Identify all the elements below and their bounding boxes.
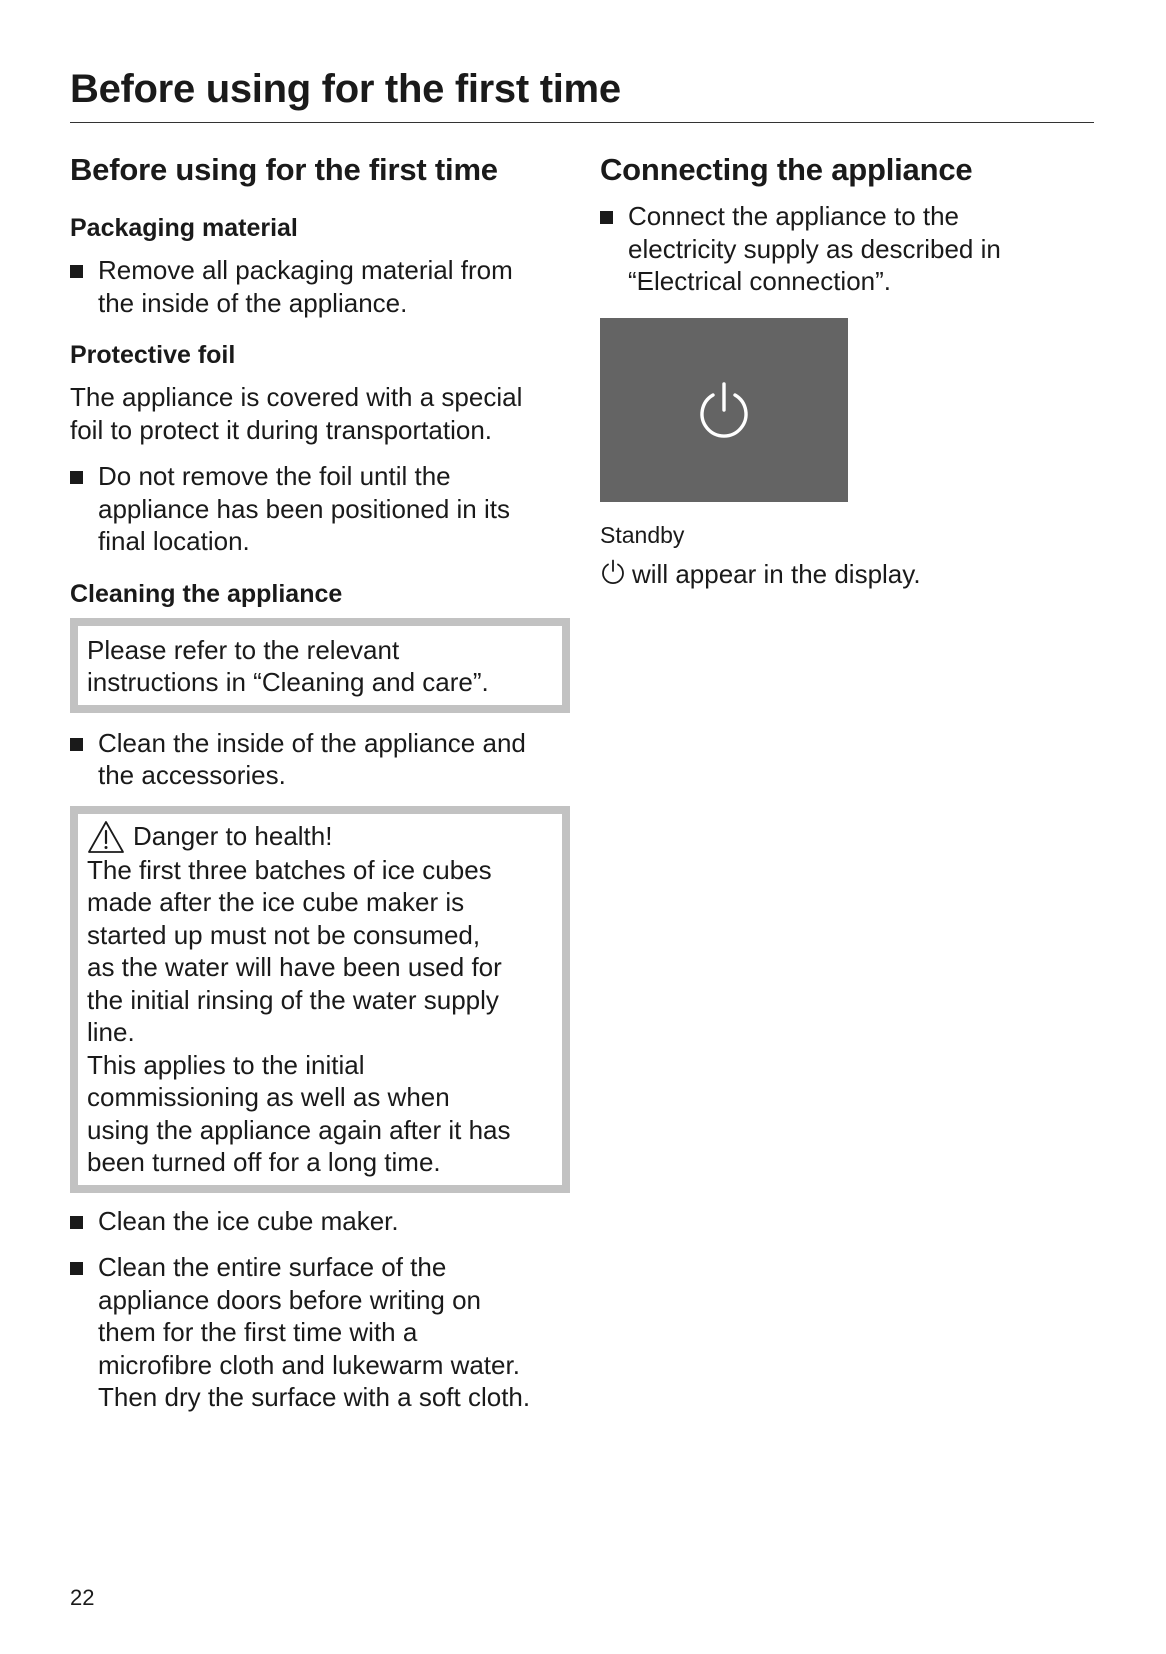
section-heading-connecting: Connecting the appliance (600, 152, 973, 187)
bullet-square-icon (70, 1262, 83, 1275)
display-note: will appear in the display. (600, 558, 1070, 591)
right-column (600, 150, 1070, 590)
power-icon (696, 382, 752, 440)
subheading-protective-foil: Protective foil (70, 341, 236, 369)
bullet-clean-doors: Clean the entire surface of the appliance doors before writing on them for the first time with a microfibre cloth and lukewarm water. Then dry the surface with a soft cloth. (70, 1251, 570, 1414)
bullet-square-icon (70, 471, 83, 484)
standby-display-illustration (600, 318, 848, 502)
foil-paragraph: The appliance is covered with a special foil to protect it during transportation. (70, 382, 523, 445)
bullet-connect-supply: Connect the appliance to the electricity supply as described in “Electrical connection”. (600, 200, 1070, 298)
title-divider (70, 122, 1094, 123)
subheading-packaging: Packaging material (70, 214, 298, 242)
display-caption: Standby (600, 521, 685, 548)
subheading-cleaning: Cleaning the appliance (70, 579, 343, 608)
bullet-remove-packaging: Remove all packaging material from the inside of the appliance. (70, 254, 570, 319)
bullet-clean-inside: Clean the inside of the appliance and the accessories. (70, 727, 570, 792)
section-heading-first-time: Before using for the first time (70, 152, 498, 187)
power-icon (600, 559, 626, 585)
page-title: Before using for the first time (70, 67, 621, 111)
warning-title-line (87, 820, 553, 854)
left-column (70, 150, 570, 1414)
warning-box-health (70, 806, 570, 1193)
warning-triangle-icon (87, 820, 125, 854)
bullet-square-icon (600, 211, 613, 224)
bullet-square-icon (70, 265, 83, 278)
bullet-square-icon (70, 738, 83, 751)
bullet-foil: Do not remove the foil until the appliance has been positioned in its final location. (70, 460, 570, 558)
bullet-square-icon (70, 1216, 83, 1229)
warning-text: The first three batches of ice cubes made after the ice cube maker is started up must not be consumed, as the water will have been used for the initial rinsing of the water supply line. This applies to the initial commissioning as well as when using the appliance again after it has been turned off for a long time. (87, 854, 511, 1177)
note-box-cleaning-care: Please refer to the relevant instructions in “Cleaning and care”. (70, 618, 570, 713)
page-number: 22 (70, 1585, 95, 1610)
bullet-clean-ice-maker: Clean the ice cube maker. (70, 1205, 570, 1238)
warning-title: Danger to health! (133, 821, 333, 852)
